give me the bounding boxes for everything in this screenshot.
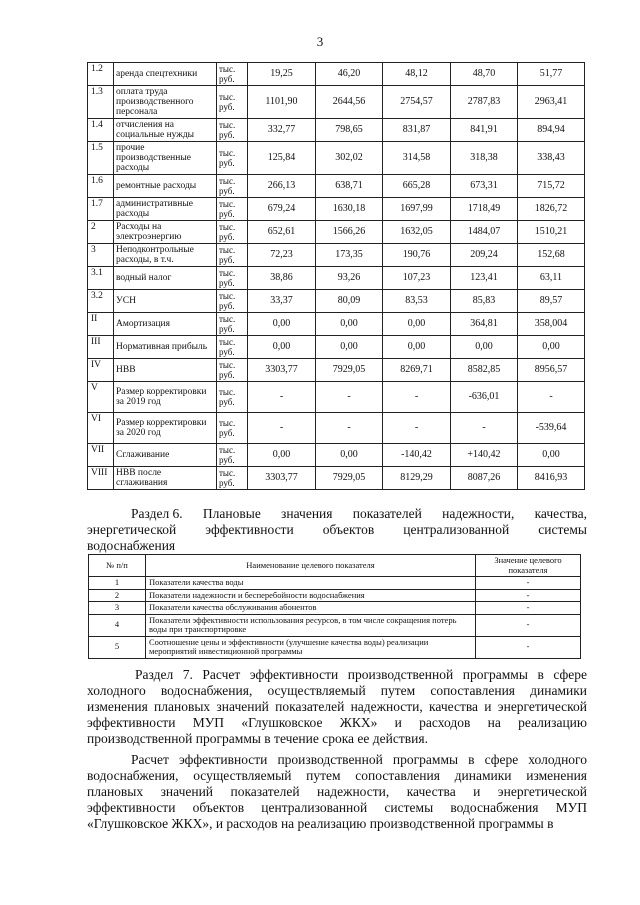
row-value: 1697,99 (383, 198, 451, 221)
row-value: -636,01 (451, 382, 518, 413)
target-value: - (476, 636, 581, 658)
row-value: 8582,85 (451, 359, 518, 382)
section-6-heading (87, 506, 587, 554)
table-row (88, 244, 585, 267)
section-6-line-1 (87, 506, 587, 522)
row-value: 364,81 (451, 313, 518, 336)
row-unit: тыс. руб. (217, 267, 248, 290)
table-row (88, 359, 585, 382)
row-unit: тыс. руб. (217, 359, 248, 382)
row-name: оплата труда производственного персонала (114, 86, 217, 119)
target-name: Показатели эффективности использования ресурсов, в том числе сокращения потерь воды при транспортировке (146, 614, 476, 636)
table-row (89, 614, 581, 636)
row-value: 1510,21 (518, 221, 585, 244)
row-unit: тыс. руб. (217, 444, 248, 467)
row-code: 1.6 (88, 175, 114, 198)
word: эффективности (205, 522, 294, 537)
row-value: 152,68 (518, 244, 585, 267)
targets-table (88, 554, 581, 659)
row-name: водный налог (114, 267, 217, 290)
table-row (88, 382, 585, 413)
row-value: 318,38 (451, 142, 518, 175)
row-name: НВВ после сглаживания (114, 467, 217, 490)
row-code: VIII (88, 467, 114, 490)
row-value: 1484,07 (451, 221, 518, 244)
table-row (88, 198, 585, 221)
table-row (88, 142, 585, 175)
row-unit: тыс. руб. (217, 63, 248, 86)
row-value: 0,00 (316, 313, 383, 336)
row-name: Расходы на электроэнергию (114, 221, 217, 244)
row-value: - (451, 413, 518, 444)
row-unit: тыс. руб. (217, 119, 248, 142)
row-value: 93,26 (316, 267, 383, 290)
row-code: 1.5 (88, 142, 114, 175)
row-value: 1566,26 (316, 221, 383, 244)
row-value: 85,83 (451, 290, 518, 313)
row-value: 841,91 (451, 119, 518, 142)
table-row (89, 577, 581, 590)
table-row (88, 119, 585, 142)
row-value: 8269,71 (383, 359, 451, 382)
row-value: - (383, 382, 451, 413)
row-code: 1.3 (88, 86, 114, 119)
table-row (88, 413, 585, 444)
row-unit: тыс. руб. (217, 221, 248, 244)
word: Плановые (202, 506, 261, 521)
header-name: Наименование целевого показателя (146, 555, 476, 577)
row-value: 48,12 (383, 63, 451, 86)
target-num: 3 (89, 602, 146, 615)
table-row (88, 336, 585, 359)
word: объектов (322, 522, 375, 537)
row-unit: тыс. руб. (217, 382, 248, 413)
word: энергетической (87, 522, 177, 537)
row-name: Размер корректировки за 2020 год (114, 413, 217, 444)
row-value: 51,77 (518, 63, 585, 86)
row-value: 665,28 (383, 175, 451, 198)
word: централизованной (403, 522, 510, 537)
row-value: 0,00 (248, 336, 316, 359)
row-value: 38,86 (248, 267, 316, 290)
costs-table (87, 62, 585, 490)
row-name: административные расходы (114, 198, 217, 221)
target-num: 5 (89, 636, 146, 658)
target-name: Показатели качества воды (146, 577, 476, 590)
table-row (89, 636, 581, 658)
table-row (88, 175, 585, 198)
row-unit: тыс. руб. (217, 336, 248, 359)
table-row (88, 267, 585, 290)
row-value: 19,25 (248, 63, 316, 86)
row-value: 83,53 (383, 290, 451, 313)
row-unit: тыс. руб. (217, 290, 248, 313)
row-code: VII (88, 444, 114, 467)
row-unit: тыс. руб. (217, 175, 248, 198)
row-value: - (518, 382, 585, 413)
row-value: 1718,49 (451, 198, 518, 221)
row-code: 1.7 (88, 198, 114, 221)
row-value: - (383, 413, 451, 444)
row-value: 8087,26 (451, 467, 518, 490)
target-value: - (476, 602, 581, 615)
target-value: - (476, 577, 581, 590)
table-row (88, 86, 585, 119)
row-value: 3303,77 (248, 467, 316, 490)
row-value: 679,24 (248, 198, 316, 221)
section-7-paragraph: Раздел 7. Расчет эффективности производственной программы в сфере холодного водоснабжения, осуществляемый путем сопоставления динамики изменения плановых значений показателей надежности, качества и энергетической эффективности МУП «Глушковское ЖКХ» и расходов на реализацию производственной программы в течение срока ее действия. (87, 667, 587, 746)
row-name: Амортизация (114, 313, 217, 336)
row-value: 48,70 (451, 63, 518, 86)
row-value: 2754,57 (383, 86, 451, 119)
row-code: 1.4 (88, 119, 114, 142)
row-value: 0,00 (518, 336, 585, 359)
row-name: Нормативная прибыль (114, 336, 217, 359)
row-value: 266,13 (248, 175, 316, 198)
row-value: 302,02 (316, 142, 383, 175)
row-code: 3 (88, 244, 114, 267)
row-value: 0,00 (248, 313, 316, 336)
word: надежности, (442, 506, 515, 521)
row-value: 80,09 (316, 290, 383, 313)
row-value: 2963,41 (518, 86, 585, 119)
row-value: 314,58 (383, 142, 451, 175)
row-value: 0,00 (316, 336, 383, 359)
target-num: 1 (89, 577, 146, 590)
target-value: - (476, 589, 581, 602)
row-value: 46,20 (316, 63, 383, 86)
row-value: 63,11 (518, 267, 585, 290)
target-name: Показатели качества обслуживания абонентов (146, 602, 476, 615)
row-value: - (316, 382, 383, 413)
row-value: 33,37 (248, 290, 316, 313)
row-name: прочие производственные расходы (114, 142, 217, 175)
row-name: Размер корректировки за 2019 год (114, 382, 217, 413)
table-row (88, 467, 585, 490)
row-value: 894,94 (518, 119, 585, 142)
row-code: 1.2 (88, 63, 114, 86)
row-value: 123,41 (451, 267, 518, 290)
row-value: 673,31 (451, 175, 518, 198)
row-unit: тыс. руб. (217, 413, 248, 444)
row-value: -539,64 (518, 413, 585, 444)
row-value: +140,42 (451, 444, 518, 467)
row-code: IV (88, 359, 114, 382)
target-value: - (476, 614, 581, 636)
row-name: УСН (114, 290, 217, 313)
row-value: 831,87 (383, 119, 451, 142)
target-num: 2 (89, 589, 146, 602)
section-6-line-2 (87, 522, 587, 538)
row-value: 338,43 (518, 142, 585, 175)
targets-table-body (89, 577, 581, 659)
table-row (88, 313, 585, 336)
row-value: 125,84 (248, 142, 316, 175)
row-value: 107,23 (383, 267, 451, 290)
targets-header-row (89, 555, 581, 577)
row-value: 0,00 (383, 336, 451, 359)
word: качества, (534, 506, 587, 521)
row-name: отчисления на социальные нужды (114, 119, 217, 142)
row-name: аренда спецтехники (114, 63, 217, 86)
row-name: ремонтные расходы (114, 175, 217, 198)
costs-table-body (88, 63, 585, 490)
row-value: 332,77 (248, 119, 316, 142)
row-value: 0,00 (383, 313, 451, 336)
row-value: 1632,05 (383, 221, 451, 244)
section-6-line-3: водоснабжения (87, 538, 176, 553)
target-name: Соотношение цены и эффективности (улучшение качества воды) реализации мероприятий инвестиционной программы (146, 636, 476, 658)
row-value: 652,61 (248, 221, 316, 244)
row-unit: тыс. руб. (217, 467, 248, 490)
row-value: 72,23 (248, 244, 316, 267)
row-name: Неподконтрольные расходы, в т.ч. (114, 244, 217, 267)
row-name: НВВ (114, 359, 217, 382)
efficiency-paragraph: Расчет эффективности производственной программы в сфере холодного водоснабжения, осуществляемый путем сопоставления динамики изменения плановых значений показателей надежности, качества и энергетической эффективности объектов централизованной системы водоснабжения МУП «Глушковское ЖКХ», и расходов на реализацию производственной программы в (87, 752, 587, 831)
word: системы (538, 522, 587, 537)
row-value: 8129,29 (383, 467, 451, 490)
row-value: 190,76 (383, 244, 451, 267)
row-code: 3.1 (88, 267, 114, 290)
row-value: 8416,93 (518, 467, 585, 490)
row-value: - (248, 382, 316, 413)
row-unit: тыс. руб. (217, 86, 248, 119)
row-value: 638,71 (316, 175, 383, 198)
row-unit: тыс. руб. (217, 142, 248, 175)
row-value: - (316, 413, 383, 444)
row-name: Сглаживание (114, 444, 217, 467)
target-name: Показатели надежности и бесперебойности водоснабжения (146, 589, 476, 602)
row-code: 3.2 (88, 290, 114, 313)
row-unit: тыс. руб. (217, 244, 248, 267)
table-row (89, 589, 581, 602)
row-value: 209,24 (451, 244, 518, 267)
row-value: 89,57 (518, 290, 585, 313)
table-row (88, 63, 585, 86)
header-num: № п/п (89, 555, 146, 577)
row-unit: тыс. руб. (217, 313, 248, 336)
row-value: -140,42 (383, 444, 451, 467)
row-value: 8956,57 (518, 359, 585, 382)
word: Раздел 6. (131, 506, 183, 521)
row-code: 2 (88, 221, 114, 244)
row-value: 173,35 (316, 244, 383, 267)
row-value: 7929,05 (316, 359, 383, 382)
table-row (89, 602, 581, 615)
word: значения (281, 506, 333, 521)
row-value: 0,00 (518, 444, 585, 467)
row-value: 0,00 (451, 336, 518, 359)
header-value: Значение целевого показателя (476, 555, 581, 577)
row-unit: тыс. руб. (217, 198, 248, 221)
row-value: 798,65 (316, 119, 383, 142)
table-row (88, 444, 585, 467)
row-value: 715,72 (518, 175, 585, 198)
row-value: 3303,77 (248, 359, 316, 382)
table-row (88, 290, 585, 313)
row-value: 1101,90 (248, 86, 316, 119)
row-value: 0,00 (316, 444, 383, 467)
row-value: 0,00 (248, 444, 316, 467)
row-value: 1826,72 (518, 198, 585, 221)
row-code: VI (88, 413, 114, 444)
row-value: 7929,05 (316, 467, 383, 490)
word: показателей (352, 506, 422, 521)
row-value: 1630,18 (316, 198, 383, 221)
row-value: 2644,56 (316, 86, 383, 119)
row-code: V (88, 382, 114, 413)
row-value: 2787,83 (451, 86, 518, 119)
table-row (88, 221, 585, 244)
row-code: III (88, 336, 114, 359)
row-code: II (88, 313, 114, 336)
page-number: 3 (316, 34, 324, 49)
row-value: - (248, 413, 316, 444)
row-value: 358,004 (518, 313, 585, 336)
target-num: 4 (89, 614, 146, 636)
